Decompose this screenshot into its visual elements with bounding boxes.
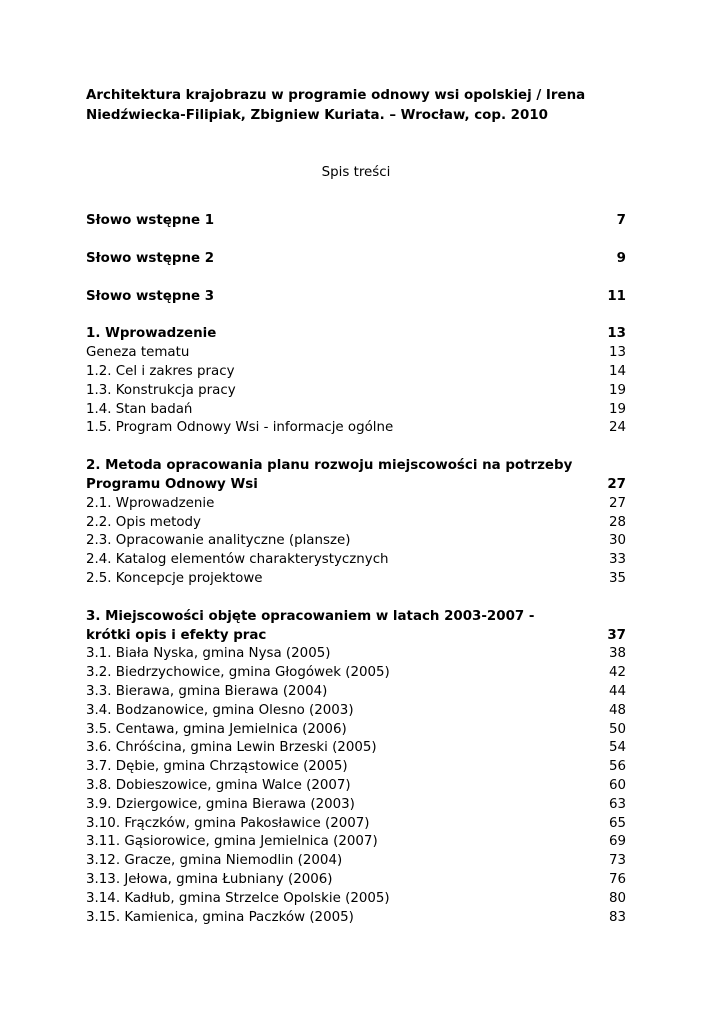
toc-title: Spis treści — [321, 165, 391, 180]
toc-entry-page: 30 — [608, 533, 626, 549]
toc-section — [86, 457, 626, 589]
toc-entry — [86, 833, 626, 852]
toc-entry — [86, 721, 626, 740]
toc-entry — [86, 514, 626, 533]
toc-entry-page: 65 — [608, 815, 626, 831]
toc-heading — [86, 212, 626, 231]
toc-entry — [86, 890, 626, 909]
toc-entry-page: 19 — [608, 401, 626, 417]
toc-entry-label: 3.8. Dobieszowice, gmina Walce (2007) — [86, 777, 351, 793]
toc-entry — [86, 570, 626, 589]
toc-heading-label: Słowo wstępne 2 — [86, 250, 215, 266]
toc-entry-page: 38 — [608, 646, 626, 662]
toc-section — [86, 250, 626, 269]
toc-entry-page: 73 — [608, 853, 626, 869]
toc-entry — [86, 758, 626, 777]
toc-entry-page: 27 — [608, 495, 626, 511]
toc-entry-label: 3.9. Dziergowice, gmina Bierawa (2003) — [86, 796, 355, 812]
toc-entry-page: 60 — [608, 777, 626, 793]
bibliographic-citation: Architektura krajobrazu w programie odnowy wsi opolskiej / Irena Niedźwiecka-Filipiak, Zbigniew Kuriata. – Wrocław, cop. 2010 — [86, 88, 586, 123]
toc-heading — [86, 457, 626, 495]
toc-entry-label: 1.4. Stan badań — [86, 401, 193, 417]
toc-entry-label: 3.3. Bierawa, gmina Bierawa (2004) — [86, 683, 328, 699]
toc-heading-page: 9 — [616, 250, 626, 266]
toc-section — [86, 288, 626, 307]
toc-entry — [86, 739, 626, 758]
toc-section — [86, 212, 626, 231]
toc-entry-label: 2.2. Opis metody — [86, 514, 201, 530]
toc-heading-label: Słowo wstępne 3 — [86, 288, 215, 304]
toc-entry-label: 3.13. Jełowa, gmina Łubniany (2006) — [86, 871, 333, 887]
toc-entry-page: 24 — [608, 420, 626, 436]
toc-heading-page: 7 — [616, 213, 626, 228]
table-of-contents — [86, 212, 626, 927]
toc-heading-page: 37 — [607, 627, 626, 643]
toc-entry — [86, 702, 626, 721]
toc-section — [86, 608, 626, 928]
toc-entry — [86, 344, 626, 363]
toc-entry-label: 3.14. Kadłub, gmina Strzelce Opolskie (2005) — [86, 890, 390, 906]
toc-entry — [86, 871, 626, 890]
toc-entry-page: 63 — [608, 796, 626, 812]
toc-entry-label: 3.12. Gracze, gmina Niemodlin (2004) — [86, 853, 343, 869]
toc-entry-page: 14 — [608, 363, 626, 379]
toc-entry-page: 33 — [608, 552, 626, 568]
toc-heading — [86, 288, 626, 307]
toc-heading — [86, 250, 626, 269]
toc-entry-label: 3.4. Bodzanowice, gmina Olesno (2003) — [86, 702, 354, 718]
toc-entry-label: 1.5. Program Odnowy Wsi - informacje ogólne — [86, 420, 394, 436]
toc-heading-label: 1. Wprowadzenie — [86, 326, 217, 342]
toc-entry — [86, 777, 626, 796]
toc-entry — [86, 664, 626, 683]
toc-entry-label: 1.3. Konstrukcja pracy — [86, 382, 236, 398]
toc-entry-label: 2.1. Wprowadzenie — [86, 495, 215, 511]
toc-entry-page: 69 — [608, 834, 626, 850]
toc-heading-page: 27 — [607, 476, 626, 492]
toc-entry — [86, 419, 626, 438]
toc-entry-page: 35 — [608, 570, 626, 586]
toc-entry-label: 3.5. Centawa, gmina Jemielnica (2006) — [86, 721, 347, 737]
toc-entry-page: 76 — [608, 871, 626, 887]
toc-entry — [86, 532, 626, 551]
toc-entry — [86, 909, 626, 928]
toc-entry-label: 3.2. Biedrzychowice, gmina Głogówek (2005) — [86, 665, 390, 681]
toc-entry-page: 28 — [608, 514, 626, 530]
toc-entry-label: 3.6. Chróścina, gmina Lewin Brzeski (2005) — [86, 740, 377, 756]
toc-entry — [86, 551, 626, 570]
toc-entry-label: 2.5. Koncepcje projektowe — [86, 570, 263, 586]
toc-entry-page: 83 — [608, 909, 626, 925]
toc-entry — [86, 683, 626, 702]
toc-entry-label: 3.15. Kamienica, gmina Paczków (2005) — [86, 909, 354, 925]
toc-entry-label: Geneza tematu — [86, 345, 190, 361]
toc-entry-label: 1.2. Cel i zakres pracy — [86, 363, 235, 379]
toc-heading-page: 13 — [607, 326, 626, 342]
document-page — [86, 86, 626, 946]
toc-entry-page: 19 — [608, 382, 626, 398]
toc-entry-page: 54 — [608, 740, 626, 756]
toc-entry-label: 3.1. Biała Nyska, gmina Nysa (2005) — [86, 646, 331, 662]
toc-entry — [86, 363, 626, 382]
toc-entry-label: 3.10. Frączków, gmina Pakosławice (2007) — [86, 815, 370, 831]
toc-entry-page: 13 — [608, 345, 626, 361]
toc-heading — [86, 325, 626, 344]
toc-entry-label: 2.3. Opracowanie analityczne (plansze) — [86, 533, 351, 549]
toc-entry — [86, 815, 626, 834]
toc-entry — [86, 796, 626, 815]
toc-entry-label: 2.4. Katalog elementów charakterystycznych — [86, 552, 389, 568]
toc-heading-label: Słowo wstępne 1 — [86, 213, 215, 228]
toc-heading — [86, 608, 626, 646]
toc-entry — [86, 852, 626, 871]
toc-entry-page: 48 — [608, 702, 626, 718]
toc-entry — [86, 382, 626, 401]
toc-entry-page: 42 — [608, 665, 626, 681]
toc-entry-page: 56 — [608, 759, 626, 775]
toc-heading-page: 11 — [607, 288, 626, 304]
toc-heading-label: 2. Metoda opracowania planu rozwoju miejscowości na potrzeby Programu Odnowy Wsi — [86, 458, 573, 492]
toc-entry-page: 80 — [608, 890, 626, 906]
toc-section — [86, 325, 626, 438]
toc-entry-page: 44 — [608, 683, 626, 699]
toc-entry-label: 3.7. Dębie, gmina Chrząstowice (2005) — [86, 759, 348, 775]
toc-entry-label: 3.11. Gąsiorowice, gmina Jemielnica (2007) — [86, 834, 378, 850]
toc-entry — [86, 401, 626, 420]
toc-entry-page: 50 — [608, 721, 626, 737]
toc-entry — [86, 645, 626, 664]
toc-heading-label: 3. Miejscowości objęte opracowaniem w latach 2003-2007 - krótki opis i efekty prac — [86, 608, 535, 643]
toc-entry — [86, 495, 626, 514]
